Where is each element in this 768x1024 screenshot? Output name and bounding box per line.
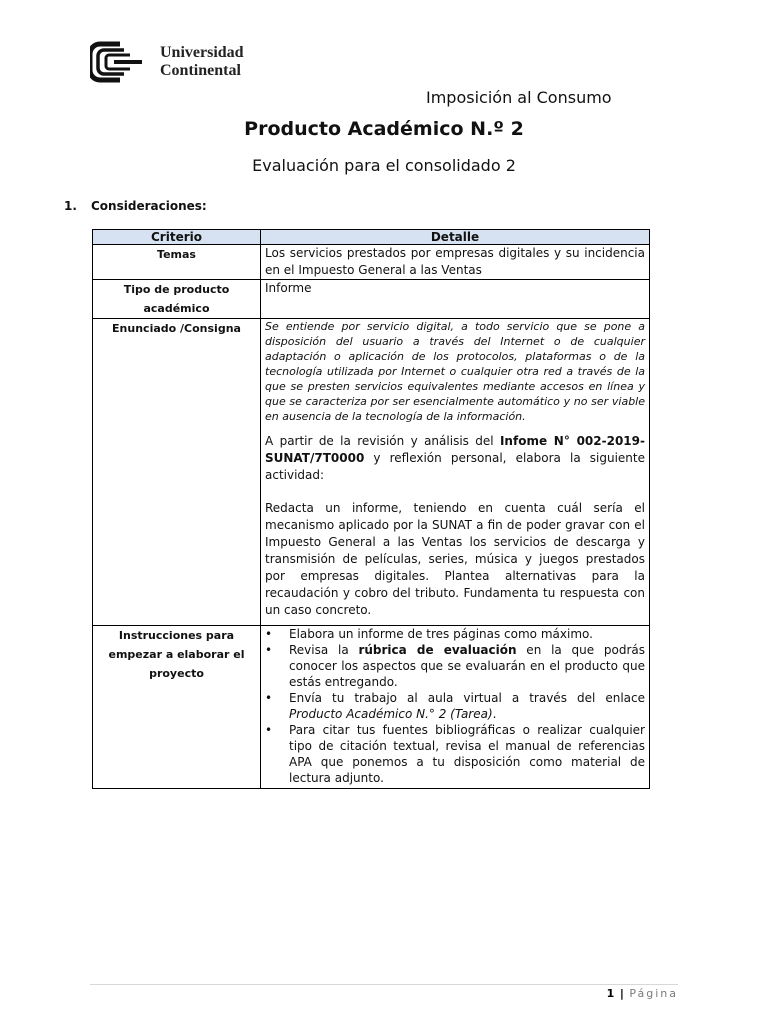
list-item [265,690,645,722]
bullet: • [265,691,273,705]
list-item [265,642,645,690]
logo-line-2: Continental [160,62,241,79]
footer-separator: | [619,987,624,1000]
instructions-list [265,626,645,786]
university-name [160,44,244,80]
report-reference: Infome N° 002-2019-SUNAT/7T0000 [265,434,645,465]
document-subtitle: Evaluación para el consolidado 2 [252,156,516,175]
table-header-row [93,230,650,245]
list-item [265,722,645,786]
table-row [93,245,650,280]
table-row [93,280,650,319]
consigna-text: Se entiende por servicio digital, a todo servicio que se pone a disposición del usuario a través del Internet o de cualquier adaptación o aplicación de los protocolos, plataformas o de la tecnología utilizada por Internet o cualquier otra red a través de la que se presten servicios equivalentes mediante accesos en línea y que se caracteriza por ser esencialmente automático y no ser viable en ausencia de la tecnología de la información. [265,320,645,423]
criterio-cell: Tipo de producto académico [93,280,261,319]
table-row [93,626,650,789]
column-header-detalle: Detalle [261,230,650,245]
instruction-text-a: Revisa la [289,643,359,657]
page-number: 1 [606,987,615,1000]
bullet: • [265,627,273,641]
column-header-criterio: Criterio [93,230,261,245]
instruction-text: Elabora un informe de tres páginas como máximo. [289,627,593,641]
section-heading [64,199,207,213]
page-label: Página [629,987,678,1000]
detalle-cell: Informe [261,280,650,319]
page-footer [607,987,678,1000]
footer-divider [90,984,678,985]
criterio-cell: Instrucciones para empezar a elaborar el proyecto [93,626,261,789]
instruction-text-b: . [492,707,497,721]
activity-intro-b: y reflexión personal, elabora la siguiente actividad: [265,451,645,482]
rubric-emphasis: rúbrica de evaluación [358,643,517,657]
university-logo-icon [90,40,152,84]
activity-description: Redacta un informe, teniendo en cuenta cuál sería el mecanismo aplicado por la SUNAT a fin de poder gravar con el Impuesto General a las Ventas los servicios de descarga y transmisión de películas, series, música y juegos prestados por empresas digitales. Plantea alternativas para la recaudación y cobro del tributo. Fundamenta tu respuesta con un caso concreto. [265,501,645,617]
task-link-text: Producto Académico N.° 2 (Tarea) [289,707,493,721]
section-label: Consideraciones: [91,199,207,213]
table-row [93,319,650,626]
list-item [265,626,645,642]
detalle-cell: Los servicios prestados por empresas digitales y su incidencia en el Impuesto General a las Ventas [261,245,650,280]
instruction-text-a: Envía tu trabajo al aula virtual a través del enlace [289,691,645,705]
activity-intro-a: A partir de la revisión y análisis del [265,434,500,448]
criteria-table [92,229,650,789]
detalle-cell [261,319,650,626]
section-number: 1. [64,199,77,213]
course-subject: Imposición al Consumo [426,88,612,107]
instruction-text-b: en la que podrás conocer los aspectos que se evaluarán en el producto que estás entregando. [289,643,645,689]
bullet: • [265,643,273,657]
criterio-cell: Temas [93,245,261,280]
document-title: Producto Académico N.º 2 [244,118,524,140]
instruction-text: Para citar tus fuentes bibliográficas o realizar cualquier tipo de citación textual, revisa el manual de referencias APA que ponemos a tu disposición como material de lectura adjunto. [289,723,645,785]
criterio-cell: Enunciado /Consigna [93,319,261,626]
logo-line-1: Universidad [160,44,244,61]
university-logo [90,40,244,84]
activity-intro [265,433,645,484]
bullet: • [265,723,273,737]
detalle-cell [261,626,650,789]
